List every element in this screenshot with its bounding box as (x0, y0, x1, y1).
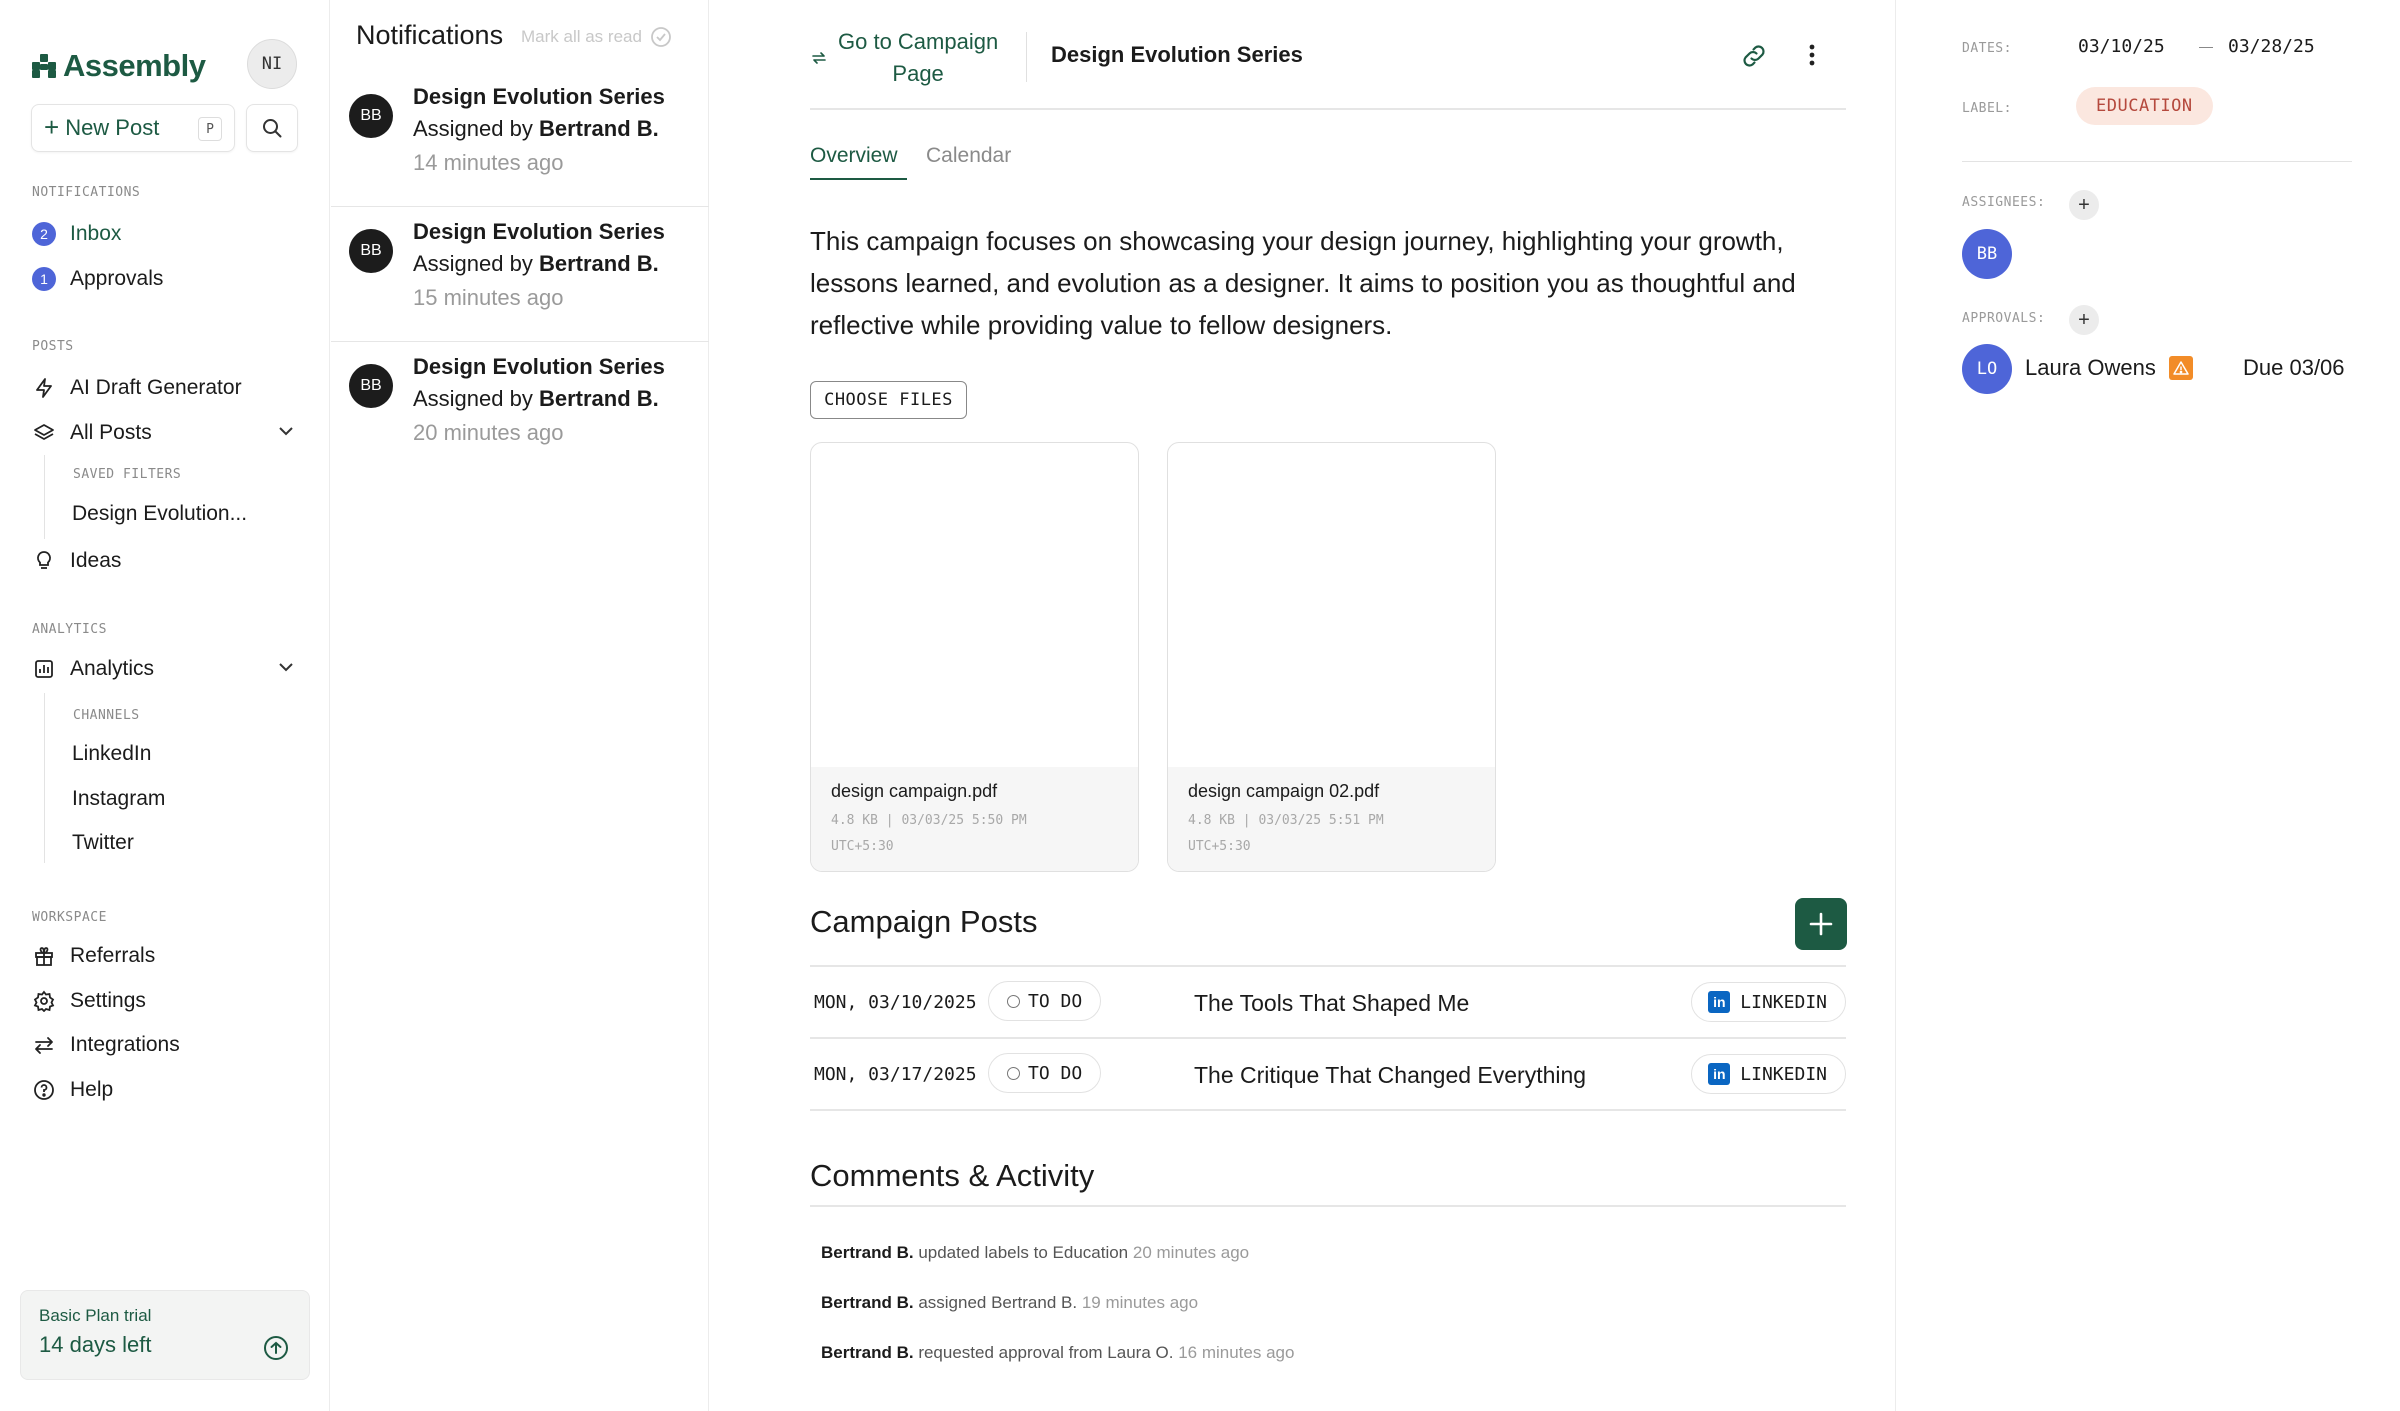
file-card[interactable] (810, 442, 1139, 872)
avatar: BB (349, 229, 393, 273)
table-row[interactable] (810, 1038, 1846, 1110)
saved-filters-label: SAVED FILTERS (73, 467, 182, 482)
activity-actor: Bertrand B. (821, 1243, 914, 1262)
sidebar-item-approvals[interactable] (32, 263, 163, 295)
divider (1962, 161, 2352, 162)
post-date: MON, 03/17/2025 (814, 1064, 977, 1085)
trial-plan-label: Basic Plan trial (39, 1306, 152, 1325)
post-title: The Critique That Changed Everything (1194, 1062, 1587, 1088)
upgrade-arrow-icon[interactable] (263, 1335, 289, 1361)
link-icon[interactable] (1738, 40, 1770, 72)
new-post-button[interactable] (31, 104, 235, 152)
status-label: TO DO (1028, 1062, 1083, 1084)
assignee-avatar[interactable]: BB (1962, 229, 2012, 279)
sidebar-item-label: Approvals (70, 267, 164, 290)
post-date: MON, 03/10/2025 (814, 992, 977, 1013)
saved-filter-item[interactable]: Design Evolution... (72, 502, 248, 525)
trial-days-left: 14 days left (39, 1332, 152, 1357)
file-card-footer (1168, 767, 1495, 871)
table-row[interactable] (810, 966, 1846, 1038)
file-card[interactable] (1167, 442, 1496, 872)
trial-banner[interactable] (20, 1290, 310, 1380)
notification-time: 20 minutes ago (413, 420, 564, 445)
gift-icon (32, 944, 56, 968)
sidebar-item-label: Inbox (70, 222, 122, 245)
sidebar-item-analytics[interactable] (32, 653, 154, 685)
file-timezone: UTC+5:30 (1188, 839, 1251, 854)
search-icon (261, 117, 283, 139)
mark-all-read-button[interactable] (521, 26, 672, 48)
notification-prefix: Assigned by (413, 386, 533, 411)
channel-item-twitter[interactable]: Twitter (72, 831, 134, 854)
inbox-count-badge: 2 (32, 222, 56, 246)
tree-line (44, 455, 45, 539)
status-label: TO DO (1028, 990, 1083, 1012)
sidebar-item-label: Settings (70, 989, 146, 1012)
notification-title: Design Evolution Series (413, 84, 665, 109)
plus-icon (1807, 910, 1835, 938)
label-label: LABEL: (1962, 101, 2012, 116)
campaign-title: Design Evolution Series (1051, 42, 1303, 67)
sidebar-item-label: Referrals (70, 944, 156, 967)
brand-name: Assembly (63, 48, 206, 83)
chevron-down-icon[interactable] (276, 657, 296, 677)
notifications-title: Notifications (356, 20, 504, 50)
activity-actor: Bertrand B. (821, 1293, 914, 1312)
help-icon (32, 1078, 56, 1102)
notification-time: 14 minutes ago (413, 150, 564, 175)
notification-item[interactable] (331, 72, 709, 207)
table-divider (810, 1109, 1846, 1111)
campaign-main (710, 0, 1896, 1411)
active-tab-indicator (810, 178, 907, 180)
user-avatar[interactable]: NI (247, 39, 297, 89)
lightning-icon (32, 376, 56, 400)
sidebar-item-label: All Posts (70, 421, 152, 444)
sidebar-item-label: AI Draft Generator (70, 376, 242, 399)
assignees-label: ASSIGNEES: (1962, 195, 2046, 210)
file-timezone: UTC+5:30 (831, 839, 894, 854)
linkedin-icon: in (1708, 991, 1730, 1013)
section-label-analytics: ANALYTICS (32, 622, 107, 637)
file-size-date: 4.8 KB | 03/03/25 5:50 PM (831, 813, 1027, 828)
notification-subtitle (413, 386, 659, 412)
approver-avatar[interactable]: LO (1962, 344, 2012, 394)
add-post-button[interactable] (1795, 898, 1847, 950)
approver-name: Laura Owens (2025, 355, 2156, 380)
file-meta (831, 808, 1118, 860)
sidebar-item-label: Analytics (70, 657, 155, 680)
details-panel (1897, 0, 2400, 1411)
notification-prefix: Assigned by (413, 116, 533, 141)
go-to-campaign-label (838, 26, 998, 90)
sidebar-item-referrals[interactable] (32, 940, 155, 972)
end-date-field[interactable]: 03/28/25 (2228, 36, 2315, 57)
activity-time: 16 minutes ago (1178, 1343, 1295, 1362)
chart-icon (32, 657, 56, 681)
sidebar-item-help[interactable] (32, 1074, 113, 1106)
add-assignee-button[interactable]: + (2069, 190, 2099, 220)
sidebar-item-label: Ideas (70, 549, 122, 572)
approval-due-date: Due 03/06 (2243, 355, 2345, 380)
activity-action: updated labels to Education (918, 1243, 1129, 1262)
chevron-down-icon[interactable] (276, 421, 296, 441)
mark-all-read-label: Mark all as read (521, 27, 642, 46)
tab-overview[interactable]: Overview (810, 144, 898, 167)
more-options-icon[interactable] (1808, 42, 1816, 68)
notification-prefix: Assigned by (413, 251, 533, 276)
activity-item (821, 1293, 1198, 1313)
activity-actor: Bertrand B. (821, 1343, 914, 1362)
go-to-campaign-line1: Go to Campaign (838, 29, 999, 54)
file-card-footer (811, 767, 1138, 871)
sidebar-item-inbox[interactable] (32, 218, 121, 250)
activity-action: requested approval from Laura O. (918, 1343, 1174, 1362)
activity-item (821, 1243, 1249, 1263)
file-size-date: 4.8 KB | 03/03/25 5:51 PM (1188, 813, 1384, 828)
notification-time: 15 minutes ago (413, 285, 564, 310)
layers-icon (32, 421, 56, 445)
header-divider (810, 108, 1846, 110)
section-label-workspace: WORKSPACE (32, 910, 107, 925)
avatar: BB (349, 364, 393, 408)
activity-time: 19 minutes ago (1081, 1293, 1199, 1312)
activity-time: 20 minutes ago (1132, 1243, 1250, 1262)
status-circle-icon (1007, 995, 1020, 1008)
approvals-count-badge: 1 (32, 267, 56, 291)
label-badge[interactable]: EDUCATION (2076, 87, 2213, 125)
start-date-field[interactable]: 03/10/25 (2078, 36, 2165, 57)
channel-item-instagram[interactable]: Instagram (72, 787, 166, 810)
notification-title: Design Evolution Series (413, 354, 665, 379)
sidebar (0, 0, 330, 1411)
arrows-swap-icon (32, 1033, 56, 1057)
new-post-label: New Post (65, 115, 160, 140)
shortcut-key: P (198, 117, 222, 141)
avatar: BB (349, 94, 393, 138)
file-name: design campaign 02.pdf (1188, 781, 1380, 801)
status-badge[interactable] (988, 981, 1101, 1021)
notification-subtitle (413, 251, 659, 277)
go-to-campaign-line2: Page (892, 61, 944, 86)
divider (1026, 32, 1027, 82)
search-button[interactable] (246, 104, 298, 152)
sidebar-item-label: Integrations (70, 1033, 180, 1056)
choose-files-button[interactable]: CHOOSE FILES (810, 381, 967, 419)
sidebar-item-label: Help (70, 1078, 114, 1101)
notification-subtitle (413, 116, 659, 142)
sidebar-item-settings[interactable] (32, 985, 146, 1017)
sidebar-item-ai-draft[interactable] (32, 372, 242, 404)
activity-item (821, 1343, 1294, 1363)
dates-label: DATES: (1962, 41, 2012, 56)
channel-badge[interactable] (1691, 1054, 1846, 1094)
lightbulb-icon (32, 549, 56, 573)
warning-icon (2169, 356, 2193, 380)
plus-icon: + (44, 112, 60, 142)
file-meta (1188, 808, 1475, 860)
date-range-dash (2199, 47, 2213, 48)
section-label-notifications: NOTIFICATIONS (32, 185, 141, 200)
brand-logo[interactable] (31, 48, 205, 84)
logo-icon (31, 53, 57, 79)
channel-badge[interactable] (1691, 982, 1846, 1022)
section-divider (810, 1205, 1846, 1207)
campaign-posts-title: Campaign Posts (810, 904, 1038, 939)
notification-item[interactable] (331, 342, 709, 477)
check-circle-icon (650, 26, 672, 48)
channels-label: CHANNELS (73, 708, 140, 723)
status-circle-icon (1007, 1067, 1020, 1080)
tree-line (44, 693, 45, 863)
sidebar-item-all-posts[interactable] (32, 417, 152, 449)
comments-activity-title: Comments & Activity (810, 1158, 1095, 1193)
tab-calendar[interactable]: Calendar (926, 144, 1012, 167)
file-name: design campaign.pdf (831, 781, 998, 801)
campaign-description: This campaign focuses on showcasing your design journey, highlighting your growth, lessons learned, and evolution as a designer. It aims to position you as thoughtful and reflective while providing value to fellow designers. (810, 226, 1796, 340)
post-title: The Tools That Shaped Me (1194, 990, 1470, 1016)
status-badge[interactable] (988, 1053, 1101, 1093)
arrows-swap-icon (810, 49, 828, 67)
sidebar-item-ideas[interactable] (32, 545, 121, 577)
approvals-label: APPROVALS: (1962, 311, 2046, 326)
activity-action: assigned Bertrand B. (918, 1293, 1078, 1312)
channel-label: LINKEDIN (1740, 1063, 1827, 1085)
add-approver-button[interactable]: + (2069, 305, 2099, 335)
sidebar-item-integrations[interactable] (32, 1029, 180, 1061)
channel-item-linkedin[interactable]: LinkedIn (72, 742, 152, 765)
notification-item[interactable] (331, 207, 709, 342)
notification-author: Bertrand B. (538, 251, 659, 276)
channel-label: LINKEDIN (1740, 991, 1827, 1013)
notification-title: Design Evolution Series (413, 219, 665, 244)
linkedin-icon: in (1708, 1063, 1730, 1085)
section-label-posts: POSTS (32, 339, 74, 354)
notification-author: Bertrand B. (538, 116, 659, 141)
go-to-campaign-page-link[interactable] (810, 26, 998, 90)
notification-author: Bertrand B. (538, 386, 659, 411)
gear-icon (32, 989, 56, 1013)
notifications-panel (331, 0, 709, 1411)
